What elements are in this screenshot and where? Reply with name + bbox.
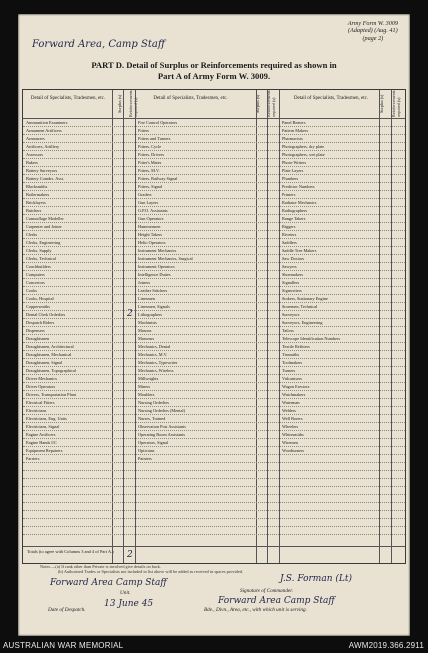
specialist-cell: Gun Layers (138, 199, 159, 205)
specialist-cell: Textile Refitters (282, 343, 310, 349)
specialist-cell: Shoemakers (282, 271, 304, 277)
specialist-cell: Saddle Tree Makers (282, 247, 317, 253)
specialist-cell: Saw Doctors (282, 255, 305, 261)
specialist-cell: Clerks, Engineering (26, 239, 61, 245)
specialist-cell: Tinsmiths (282, 351, 300, 357)
specialist-cell: Hammermen (138, 223, 161, 229)
specialist-cell: Opticians (138, 447, 155, 453)
specialist-cell: Tailors (282, 327, 294, 333)
specialist-cell: Computers (26, 271, 45, 277)
specialist-cell: Wheelers (282, 423, 299, 429)
totals-label: Totals (to agree with Columns 3 and 4 of Part A.) (27, 549, 114, 554)
signature-label: Signature of Commander. (240, 588, 293, 594)
specialist-cell: Surveyors, Engineering (282, 319, 323, 325)
specialist-cell: Riveters (282, 231, 297, 237)
specialist-cell: Well Borers (282, 415, 303, 421)
specialist-cell: Nursing Orderlies (Mental) (138, 407, 186, 413)
specialist-cell: Driver Operators (26, 383, 56, 389)
specialist-cell: Fitters, Signal (138, 183, 163, 189)
specialist-cell: Leather Stitchers (138, 287, 168, 293)
specialist-cell: Lithographers (138, 311, 163, 317)
specialist-cell: Coachbuilders (26, 263, 51, 269)
row-rule (23, 534, 405, 535)
specialist-cell: Printers (282, 191, 296, 197)
specialist-cell: Draughtsmen, Signal (26, 359, 63, 365)
specialist-cell: Fitters (138, 127, 149, 133)
specialist-cell: Telescope Identification Numbers (282, 335, 341, 341)
specialist-cell: Electrical Fitters (26, 399, 55, 405)
specialist-cell: Plumbers (282, 175, 299, 181)
specialist-cell: Bricklayers (26, 199, 46, 205)
specialist-cell: Battery Surveyors (26, 167, 58, 173)
specialist-cell: Draughtsmen, Architectural (26, 343, 74, 349)
specialist-cell: Radiator Mechanics (282, 199, 317, 205)
specialist-cell: Woodturners (282, 447, 305, 453)
specialist-cell: G.P.O. Assistants (138, 207, 168, 213)
col2-header: Detail of Specialists, Tradesmen, etc. (153, 96, 228, 101)
specialist-cell: Fitter's Mates (138, 159, 162, 165)
specialist-cell: Mechanics, Typewriter (138, 359, 178, 365)
col1-reinf-header: Reinforcements required (s) (128, 90, 138, 117)
handwritten-total: 2 (127, 550, 133, 560)
specialist-cell: Watchmakers (282, 391, 306, 397)
title-line1: PART D. Detail of Surplus or Reinforcements required as shown in (91, 60, 337, 70)
specialist-cell: Linesmen, Signals (138, 303, 170, 309)
specialist-cell: Observation Post Assistants (138, 423, 186, 429)
specialist-cell: Electricians (26, 407, 47, 413)
form-title (18, 60, 410, 81)
col3-header: Detail of Specialists, Tradesmen, etc. (293, 96, 369, 101)
specialist-cell: Cooks, Hospital (26, 295, 54, 301)
specialist-cell: Nursing Orderlies (138, 399, 169, 405)
row-rule (23, 502, 405, 503)
row-rule (23, 526, 405, 527)
specialist-cell: Turners (282, 367, 296, 373)
specialist-cell: Instrument Mechanics (138, 247, 177, 253)
note-b: (b) Authorized Trades or Specialists not included in list above will be added as received in spaces provided. (58, 569, 243, 575)
specialist-cell: Engine Artificers (26, 431, 56, 437)
specialist-cell: Riggers (282, 223, 296, 229)
specialist-cell: Armament Artificers (26, 127, 62, 133)
col3-surplus-header: Surplus (s) (379, 94, 384, 113)
specialist-cell: Fitters, Railway Signal (138, 175, 178, 181)
row-rule (23, 478, 405, 479)
specialist-cell: Driver Mechanics (26, 375, 57, 381)
specialist-cell: Welders (282, 407, 296, 413)
handwritten-quantity: 2 (127, 309, 133, 319)
specialist-cell: Linesmen (138, 295, 155, 301)
handwritten-unit-top: Forward Area, Camp Staff (32, 39, 165, 50)
specialists-table (22, 89, 406, 564)
specialist-cell: Mechanics, M.V. (138, 351, 168, 357)
form-ref-line3: (page 2) (362, 34, 384, 42)
specialist-cell: Pattern Makers (282, 127, 309, 133)
specialist-cell: Toolmakers (282, 359, 303, 365)
col2-surplus-header: Surplus (s) (255, 94, 260, 113)
specialist-cell: Plate Layers (282, 167, 304, 173)
specialist-cell: Instrument Mechanics, Surgical (138, 255, 193, 261)
specialist-cell: Photographers, dry plate (282, 143, 325, 149)
specialist-cell: Clerks (26, 231, 38, 237)
caption-right: AWM2019.366.2911 (348, 641, 424, 650)
specialist-cell: Helio Operators (138, 239, 166, 245)
specialist-cell: Clerks, Technical (26, 255, 56, 261)
specialist-cell: Bakers (26, 159, 38, 165)
specialist-cell: Blacksmiths (26, 183, 48, 189)
specialist-cell: Signallers (282, 279, 300, 285)
specialist-cell: Battery Comdrs. Asst. (26, 175, 64, 181)
specialist-cell: Fitters, M.V. (138, 167, 160, 173)
specialist-cell: Predictor Numbers (282, 183, 315, 189)
specialist-cell: Ammunition Examiners (26, 119, 68, 125)
row-rule (23, 470, 405, 471)
specialist-cell: Fitters, Drivers (138, 151, 165, 157)
specialist-cell: Pharmacists (282, 135, 303, 141)
specialist-cell: Clerks, Supply (26, 247, 52, 253)
specialist-cell: Intelligence Duties (138, 271, 171, 277)
row-rule (23, 494, 405, 495)
form-ref-line2: (Adapted) (Aug. 41) (348, 27, 398, 35)
specialist-cell: Storemen, Technical (282, 303, 318, 309)
specialist-cell: Engine Hands I/C (26, 439, 57, 445)
form-ref-line1: Army Form W. 3009 (347, 20, 398, 27)
col1-surplus-header: Surplus (s) (117, 94, 122, 113)
form-page (18, 14, 410, 636)
specialist-cell: Draughtsmen, Topographical (26, 367, 76, 373)
specialist-cell: Concretors (26, 279, 45, 285)
specialist-cell: Boilermakers (26, 191, 50, 197)
specialist-cell: Range Takers (282, 215, 306, 221)
row-rule (23, 518, 405, 519)
handwritten-date: 13 June 45 (104, 599, 154, 609)
specialist-cell: Machinists (138, 319, 157, 325)
specialist-cell: Operating Room Assistants (138, 431, 186, 437)
specialist-cell: Drivers, Transportation Plant (26, 391, 77, 397)
specialist-cell: Coppersmiths (26, 303, 50, 309)
specialist-cell: Assessors (26, 151, 43, 157)
specialist-cell: Farriers (26, 455, 40, 461)
specialist-cell: Photographers, wet plate (282, 151, 325, 157)
specialist-cell: Mechanics, Wireless (138, 367, 174, 373)
bde-label: Bde., Divn., Area, etc., with which unit is serving. (204, 607, 307, 613)
specialist-cell: Electricians, Eng. Units (26, 415, 67, 421)
row-rule (23, 462, 405, 463)
specialist-cell: Whitesmiths (282, 431, 304, 437)
totals-rule (23, 546, 405, 547)
specialist-cell: Operators, Signal (138, 439, 169, 445)
handwritten-unit: Forward Area Camp Staff (50, 578, 167, 588)
specialist-cell: Vulcanisers (282, 375, 303, 381)
specialist-cell: Masons (138, 327, 152, 333)
specialist-cell: Moulders (138, 391, 155, 397)
specialist-cell: Panel Beaters (282, 119, 306, 125)
row-rule (23, 486, 405, 487)
specialist-cell: Sawyers (282, 263, 297, 269)
specialist-cell: Gun Operators (138, 215, 164, 221)
specialist-cell: Painters (138, 455, 152, 461)
specialist-cell: Wiremen (282, 439, 298, 445)
specialist-cell: Miners (138, 383, 151, 389)
specialist-cell: Fitters and Turners (138, 135, 171, 141)
row-rule (23, 510, 405, 511)
specialist-cell: Despatch Riders (26, 319, 55, 325)
specialist-cell: Instrument Operators (138, 263, 175, 269)
specialist-cell: Stokers, Stationary Engine (282, 295, 328, 301)
specialist-cell: Nurses, Trained (138, 415, 166, 421)
handwritten-bde: Forward Area Camp Staff (218, 596, 335, 606)
specialist-cell: Dental Clerk Orderlies (26, 311, 66, 317)
title-line2: Part A of Army Form W. 3009. (157, 70, 271, 81)
notes (40, 564, 400, 574)
note-a: Notes.—(a) If rank other than Private is involved give details on back. (40, 564, 161, 569)
specialist-cell: Surveyors (282, 311, 300, 317)
specialist-cell: Photo-Writers (282, 159, 307, 165)
specialist-cell: Camouflage Modeller (26, 215, 64, 221)
specialist-cell: Wagon Erectors (282, 383, 310, 389)
specialist-cell: Dispensers (26, 327, 45, 333)
specialist-cell: Mechanics, Dental (138, 343, 171, 349)
col3-reinf-header: Reinforcements required (s) (391, 90, 401, 117)
specialist-cell: Carpenter and Joiner (26, 223, 62, 229)
specialist-cell: Joiners (138, 279, 151, 285)
unit-label: Unit. (120, 590, 131, 596)
caption-left: AUSTRALIAN WAR MEMORIAL (3, 641, 124, 650)
col2-reinf-header: Reinforcements required (s) (266, 90, 276, 117)
specialist-cell: Graders (138, 191, 152, 197)
specialist-cell: Saddlers (282, 239, 297, 245)
specialist-cell: Waterman (282, 399, 300, 405)
date-label: Date of Despatch. (48, 607, 86, 613)
specialist-cell: Electricians, Signal (26, 423, 60, 429)
specialist-cell: Millwrights (138, 375, 159, 381)
specialist-cell: Radiographers (282, 207, 308, 213)
specialist-cell: Fitters, Cycle (138, 143, 162, 149)
form-reference (348, 20, 398, 42)
specialist-cell: Armourers (26, 135, 45, 141)
specialist-cell: Draughtsmen, Mechanical (26, 351, 72, 357)
specialist-cell: Artificers, Artillery (26, 143, 60, 149)
specialist-cell: Cooks (26, 287, 37, 293)
handwritten-commander: J.S. Forman (Lt) (280, 574, 352, 584)
specialist-cell: Butchers (26, 207, 42, 213)
specialist-cell: Height Takers (138, 231, 163, 237)
specialist-cell: Fire Control Operators (138, 119, 178, 125)
specialist-cell: Masseurs (138, 335, 155, 341)
col1-header: Detail of Specialists, Tradesmen, etc. (30, 96, 106, 101)
specialist-cell: Signwriters (282, 287, 302, 293)
specialist-cell: Draughtsmen (26, 335, 50, 341)
specialist-cell: Equipment Repairers (26, 447, 63, 453)
